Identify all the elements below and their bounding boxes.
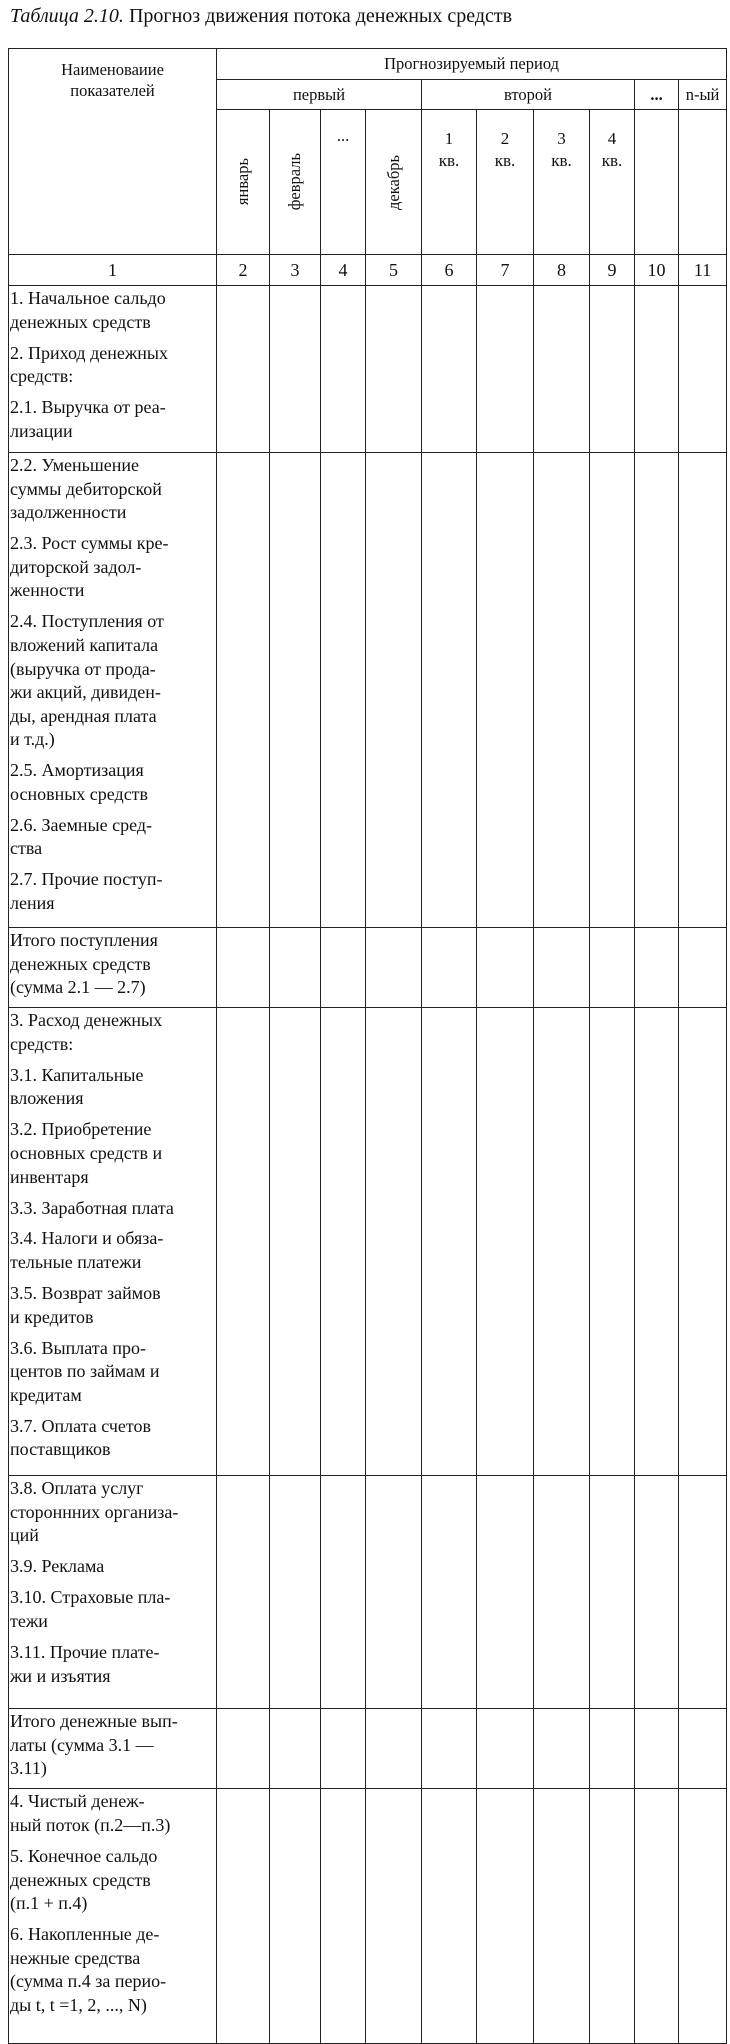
value-cell [270,928,321,1008]
table-block-row [9,286,727,453]
caption-title: Прогноз движения потока денежных средств [128,5,513,27]
value-cell [217,453,270,928]
table-caption [10,2,725,30]
value-cell [217,1789,270,2044]
col-number: 4 [321,255,366,286]
caption-number: Таблица 2.10. [10,5,124,27]
value-cell [590,453,635,928]
value-cell [679,453,727,928]
indicator-label: 5. Конечное сальдо денежных средств (п.1 + п.4) [10,1845,158,1914]
col-number: 2 [217,255,270,286]
indicator-label: 2.7. Прочие поступ- ления [10,869,163,914]
value-cell [477,1476,534,1709]
value-cell [217,1008,270,1476]
value-cell [422,1709,477,1789]
table-block-row [9,1008,727,1476]
indicator-label: 3.3. Заработная плата [10,1197,174,1218]
value-cell [590,1476,635,1709]
column-numbers-row [9,255,727,286]
indicator-label: 3.6. Выплата про- центов по займам и кредитам [10,1337,160,1405]
value-cell [366,1008,422,1476]
month-label: февраль [285,153,304,211]
value-cell [590,286,635,453]
value-cell [635,1008,679,1476]
value-cell [679,1709,727,1789]
indicator-cell [9,1008,217,1476]
month-ellipsis-header [321,110,366,255]
value-cell [590,1789,635,2044]
nth-col-header [679,110,727,255]
value-cell [217,1476,270,1709]
indicator-label: 3.10. Страховые пла- тежи [10,1587,171,1631]
value-cell [217,1709,270,1789]
table-block-row [9,1709,727,1789]
value-cell [534,1789,590,2044]
month-january-header [217,110,270,255]
month-label: январь [233,158,252,206]
value-cell [635,1789,679,2044]
value-cell [321,1008,366,1476]
value-cell [635,286,679,453]
value-cell [635,928,679,1008]
value-cell [590,1008,635,1476]
value-cell [270,1789,321,2044]
value-cell [477,453,534,928]
value-cell [366,1709,422,1789]
value-cell [534,928,590,1008]
value-cell [534,453,590,928]
col-number: 3 [270,255,321,286]
value-cell [477,1709,534,1789]
month-label: декабрь [383,154,403,210]
period-nth-header: n-ый [679,80,727,110]
value-cell [321,1476,366,1709]
indicator-label: 3. Расход денежных средств: [10,1010,163,1054]
col-number: 6 [422,255,477,286]
indicator-cell [9,1476,217,1709]
indicator-label: 3.8. Оплата услуг стороннних организа- ций [10,1478,179,1546]
value-cell [477,1789,534,2044]
month-february-header [270,110,321,255]
indicator-header [9,49,217,255]
indicator-label: Итого поступления денежных средств (сумма 2.1 — 2.7) [10,930,158,998]
value-cell [366,928,422,1008]
value-cell [366,286,422,453]
table-block-row [9,453,727,928]
value-cell [422,286,477,453]
value-cell [534,1008,590,1476]
value-cell [321,928,366,1008]
value-cell [270,453,321,928]
period-second-header: второй [422,80,635,110]
table-block-row [9,1789,727,2044]
value-cell [217,286,270,453]
value-cell [366,1476,422,1709]
indicator-label: 2.4. Поступления от вложений капитала (выручка от прода- жи акций, дивиден- ды, арендная плата и т.д.) [10,611,164,750]
value-cell [366,453,422,928]
value-cell [422,1008,477,1476]
quarter-1-header [422,110,477,255]
col-number: 7 [477,255,534,286]
value-cell [534,286,590,453]
indicator-cell [9,1789,217,2044]
indicator-label: 3.4. Налоги и обяза- тельные платежи [10,1228,164,1273]
indicator-label: 3.11. Прочие плате- жи и изъятия [10,1641,160,1686]
value-cell [635,1476,679,1709]
value-cell [321,286,366,453]
value-cell [679,1789,727,2044]
quarter-label: 4 кв. [601,129,623,170]
indicator-label: 2.5. Амортизация основных средств [10,760,149,804]
indicator-cell [9,286,217,453]
value-cell [679,1476,727,1709]
value-cell [422,453,477,928]
quarter-label: 1 кв. [438,129,460,170]
value-cell [477,1008,534,1476]
value-cell [270,1008,321,1476]
value-cell [635,453,679,928]
col-number: 8 [534,255,590,286]
value-cell [477,286,534,453]
quarter-label: 3 кв. [551,129,572,170]
indicator-header-label: Наименоваиие показателей [61,60,164,100]
period-ellipsis-header: ... [635,80,679,110]
value-cell [270,1709,321,1789]
indicator-label: 1. Начальное сальдо денежных средств [10,288,166,332]
value-cell [635,1709,679,1789]
value-cell [590,928,635,1008]
cash-flow-table [8,48,727,2044]
indicator-label: 3.9. Реклама [10,1556,105,1577]
table-block-row [9,1476,727,1709]
value-cell [321,1789,366,2044]
indicator-label: 4. Чистый денеж- ный поток (п.2—п.3) [10,1791,171,1835]
col-number: 5 [366,255,422,286]
indicator-label: 2.6. Заемные сред- ства [10,814,152,859]
value-cell [422,1476,477,1709]
indicator-label: 2. Приход денежных средств: [10,342,169,387]
indicator-label: 2.3. Рост суммы кре- диторской задол- женности [10,533,169,601]
value-cell [679,1008,727,1476]
value-cell [534,1476,590,1709]
value-cell [217,928,270,1008]
value-cell [422,1789,477,2044]
value-cell [270,286,321,453]
quarter-2-header [477,110,534,255]
month-ellipsis-label: ... [336,126,350,145]
indicator-label: 3.7. Оплата счетов поставщиков [10,1415,152,1460]
table-block-row [9,928,727,1008]
value-cell [422,928,477,1008]
value-cell [590,1709,635,1789]
quarter-label: 2 кв. [494,129,516,170]
value-cell [270,1476,321,1709]
indicator-cell [9,453,217,928]
month-december-header [366,110,422,255]
value-cell [679,286,727,453]
ellipsis-col-header [635,110,679,255]
indicator-label: 3.2. Приобретение основных средств и инвентаря [10,1119,163,1187]
indicator-label: 2.2. Уменьшение суммы дебиторской задолженности [10,455,162,523]
value-cell [321,453,366,928]
period-first-header: первый [217,80,422,110]
indicator-label: 2.1. Выручка от реа- лизации [10,397,166,441]
indicator-label: 6. Накопленные де- нежные средства (сумма п.4 за перио- ды t, t =1, 2, ..., N) [10,1924,167,2015]
period-header: Прогнозируемый период [217,49,727,80]
indicator-label: 3.1. Капитальные вложения [10,1064,144,1109]
value-cell [366,1789,422,2044]
indicator-label: 3.5. Возврат займов и кредитов [10,1283,161,1327]
value-cell [679,928,727,1008]
value-cell [321,1709,366,1789]
col-number: 11 [679,255,727,286]
col-number: 10 [635,255,679,286]
indicator-cell [9,1709,217,1789]
indicator-cell [9,928,217,1008]
quarter-3-header [534,110,590,255]
col-number: 1 [9,255,217,286]
value-cell [477,928,534,1008]
indicator-label: Итого денежные вып- латы (сумма 3.1 — 3.11) [10,1711,178,1779]
col-number: 9 [590,255,635,286]
quarter-4-header [590,110,635,255]
value-cell [534,1709,590,1789]
